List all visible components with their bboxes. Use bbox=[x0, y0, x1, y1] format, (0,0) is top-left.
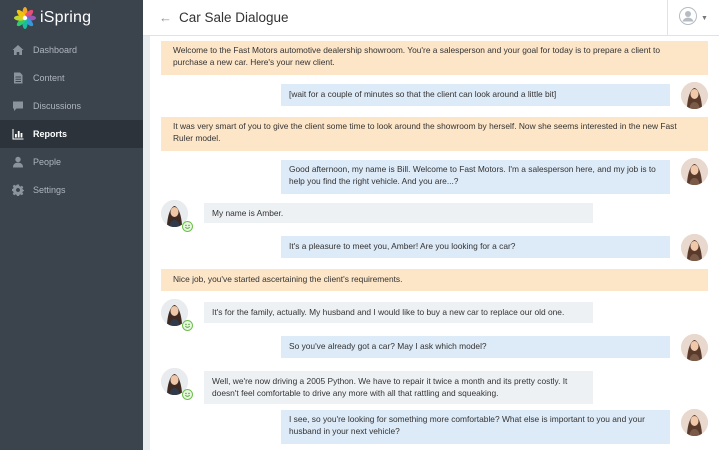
gear-icon bbox=[12, 184, 24, 196]
sidebar-item-dashboard[interactable] bbox=[0, 36, 143, 64]
sidebar-item-label: Discussions bbox=[33, 101, 82, 111]
client-message: It's for the family, actually. My husband and I would like to buy a new car to replace our old one. bbox=[204, 302, 593, 323]
narration-message: Nice job, you've started ascertaining the client's requirements. bbox=[161, 269, 708, 291]
bar-chart-icon bbox=[12, 128, 24, 140]
user-message: It's a pleasure to meet you, Amber! Are you looking for a car? bbox=[281, 236, 670, 258]
brand-name: iSpring bbox=[40, 9, 92, 26]
client-message: Well, we're now driving a 2005 Python. We have to repair it twice a month and its pretty costly. It doesn't feel comfortable to drive any more with all that rattling and squeaking. bbox=[204, 371, 593, 404]
narration-message: It was very smart of you to give the client some time to look around the showroom by herself. Now she seems interested in the new Fast Ruler model. bbox=[161, 117, 708, 151]
sidebar-item-people[interactable] bbox=[0, 148, 143, 176]
sidebar-item-label: People bbox=[33, 157, 62, 167]
page-header bbox=[143, 0, 719, 36]
sidebar-item-settings[interactable] bbox=[0, 176, 143, 204]
salesperson-avatar bbox=[681, 409, 708, 436]
smiley-icon bbox=[182, 221, 193, 232]
chevron-down-icon: ▼ bbox=[701, 14, 708, 22]
ispring-logo-icon bbox=[14, 7, 36, 29]
sidebar-item-content[interactable] bbox=[0, 64, 143, 92]
sidebar-item-label: Dashboard bbox=[33, 45, 78, 55]
smiley-icon bbox=[182, 389, 193, 400]
salesperson-avatar bbox=[681, 82, 708, 109]
salesperson-avatar bbox=[681, 234, 708, 261]
client-avatar-wrap bbox=[161, 368, 191, 398]
sidebar-item-discussions[interactable] bbox=[0, 92, 143, 120]
user-menu[interactable] bbox=[667, 0, 719, 36]
page-title: Car Sale Dialogue bbox=[179, 10, 289, 25]
chat-icon bbox=[12, 100, 24, 112]
sidebar-item-label: Content bbox=[33, 73, 65, 83]
sidebar bbox=[0, 0, 143, 450]
sidebar-nav bbox=[0, 36, 143, 204]
sidebar-item-label: Settings bbox=[33, 185, 66, 195]
person-icon bbox=[12, 156, 24, 168]
sidebar-item-reports[interactable] bbox=[0, 120, 143, 148]
user-message: Good afternoon, my name is Bill. Welcome to Fast Motors. I'm a salesperson here, and my job is to help you find the right vehicle. And you are...? bbox=[281, 160, 670, 194]
document-icon bbox=[12, 72, 24, 84]
salesperson-avatar bbox=[681, 158, 708, 185]
home-icon bbox=[12, 44, 24, 56]
client-avatar-wrap bbox=[161, 299, 191, 329]
narration-message: Welcome to the Fast Motors automotive dealership showroom. You're a salesperson and your goal for today is to prepare a client to purchase a new car. Here's your new client. bbox=[161, 41, 708, 75]
logo[interactable] bbox=[0, 0, 143, 36]
salesperson-avatar bbox=[681, 334, 708, 361]
user-avatar-icon bbox=[679, 7, 697, 30]
user-message: I see, so you're looking for something more comfortable? What else is important to you and your husband in your next vehicle? bbox=[281, 410, 670, 444]
client-avatar-wrap bbox=[161, 200, 191, 230]
dialogue-area[interactable] bbox=[150, 36, 719, 450]
back-arrow-icon[interactable]: ← bbox=[159, 10, 172, 25]
smiley-icon bbox=[182, 320, 193, 331]
user-message: So you've already got a car? May I ask which model? bbox=[281, 336, 670, 358]
sidebar-item-label: Reports bbox=[33, 129, 68, 139]
user-message: [wait for a couple of minutes so that the client can look around a little bit] bbox=[281, 84, 670, 106]
client-message: My name is Amber. bbox=[204, 203, 593, 223]
